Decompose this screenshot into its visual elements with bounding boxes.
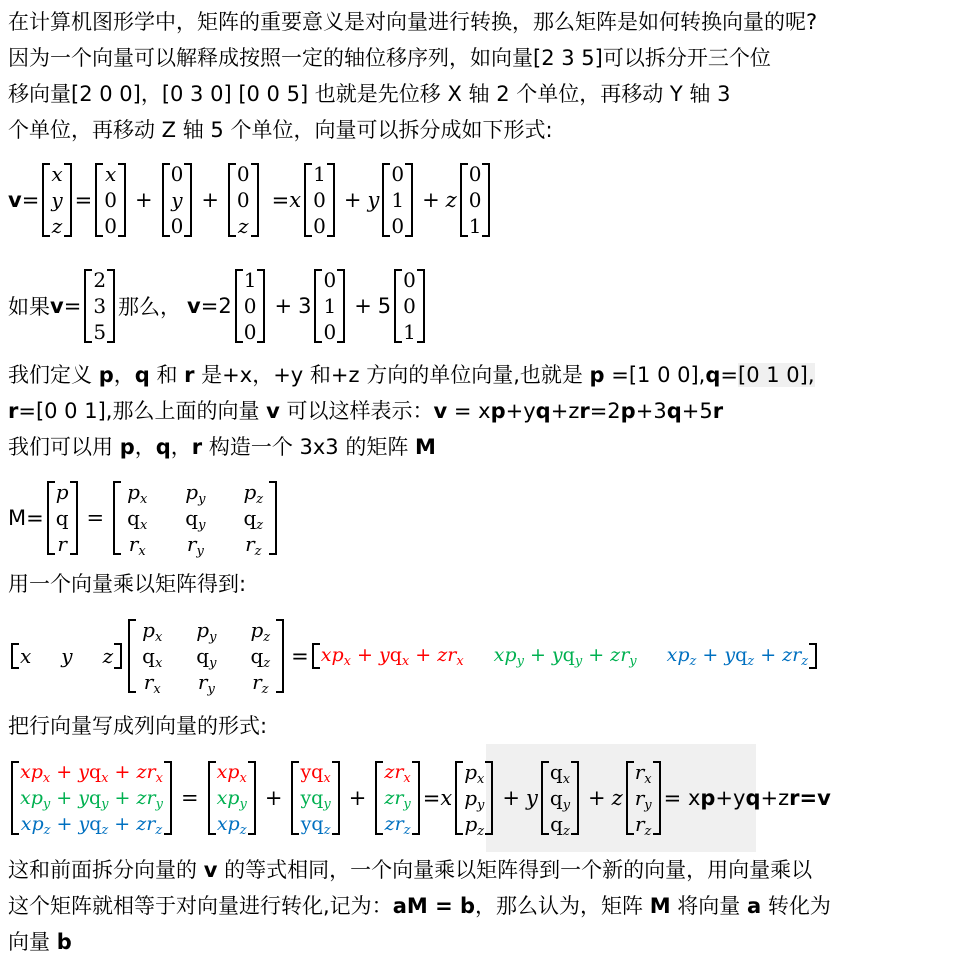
matrix-label: M=	[8, 506, 44, 530]
formula-column-form	[8, 758, 831, 838]
equals-sign: =	[271, 188, 290, 212]
plus-sign: +	[502, 786, 520, 810]
vector-00z: 0 0 z	[228, 161, 259, 239]
matrix-pqr-column: p q r	[47, 479, 78, 557]
result-row-vector	[312, 641, 817, 671]
v-symbol: v	[50, 294, 64, 318]
build-matrix-line: 我们可以用 p，q，r 构造一个 3x3 的矩阵 M	[8, 435, 436, 459]
if-text: 如果	[8, 295, 50, 319]
basis-z: 0 0 1	[394, 267, 425, 345]
intro-line-4: 个单位，再移动 Z 轴 5 个单位，向量可以拆分成如下形式:	[8, 118, 553, 142]
then-text: 那么，	[118, 295, 182, 319]
intro-line-1: 在计算机图形学中，矩阵的重要意义是对向量进行转换，那么矩阵是如何转换向量的呢?	[8, 10, 818, 34]
row-vector-xyz: x y z	[11, 641, 122, 671]
column-yq: $yq_x$ $yq_y$ $yq_z$	[291, 759, 339, 837]
equals-sign: =	[200, 294, 219, 318]
column-r: $r_x$ $r_y$ $r_z$	[626, 759, 661, 837]
plus-sign: +	[422, 188, 440, 212]
result-z-component: $xp_z + yq_z + zr_z$	[666, 643, 809, 669]
vector-235: 2 3 5	[84, 267, 115, 345]
plus-sign: +	[354, 294, 372, 318]
basis-y: 0 1 0	[382, 161, 413, 239]
basis-x: 1 0 0	[304, 161, 335, 239]
column-q: $q_x$ $q_y$ $q_z$	[541, 759, 579, 837]
plus-sign: +	[264, 786, 283, 810]
equals-sign: =	[291, 644, 309, 668]
plus-sign: +	[274, 294, 293, 318]
coef-x: x	[289, 188, 302, 212]
definition-line-1: 我们定义 p，q 和 r 是+x，+y 和+z 方向的单位向量,也就是 p =[1 0 0],q=[0 1 0],	[8, 363, 815, 387]
column-result-vector: $xp_x + yq_x + zr_x$ $xp_y + yq_y + zr_y$ $xp_z + yq_z + zr_z$	[11, 759, 172, 837]
v-symbol: v	[187, 294, 201, 318]
column-p: $p_x$ $p_y$ $p_z$	[455, 759, 493, 837]
coef-3: 3	[298, 294, 312, 318]
coef-z: z	[445, 188, 457, 212]
intro-line-2: 因为一个向量可以解释成按照一定的轴位移序列，如向量[2 3 5]可以拆分开三个位	[8, 46, 771, 70]
coef-5: 5	[377, 294, 392, 318]
formula-matrix-M	[8, 478, 280, 558]
result-y-component: $xp_y + yq_y + zr_y$	[493, 643, 637, 669]
equals-sign: =	[74, 188, 93, 212]
coef-2: 2	[218, 294, 232, 318]
plus-sign: +	[588, 786, 606, 810]
column-form-text: 把行向量写成列向量的形式:	[8, 714, 268, 738]
plus-sign: +	[343, 188, 362, 212]
conclusion-line-3: 向量 b	[8, 930, 72, 954]
equals-sign: =	[21, 188, 40, 212]
formula-vector-decomposition	[8, 160, 493, 240]
formula-example-235	[8, 266, 428, 346]
matrix-3x3: $p_x$ $p_y$ $p_z$ $q_x$ $q_y$ $q_z$ $r_x$ $r_y$ $r_z$	[128, 617, 284, 695]
coef-y: y	[367, 188, 380, 212]
formula-row-vector-product	[8, 616, 820, 696]
basis-y: 0 1 0	[314, 267, 345, 345]
basis-x: 1 0 0	[235, 267, 266, 345]
plus-sign: +	[201, 188, 219, 212]
multiply-text: 用一个向量乘以矩阵得到:	[8, 572, 247, 596]
v-symbol: v	[8, 188, 22, 212]
highlighted-q-vector: [0 1 0],	[738, 363, 815, 387]
coef-z: z	[611, 786, 623, 810]
result-expression: = xp+yq+zr=v	[663, 786, 831, 810]
plus-sign: +	[348, 786, 367, 810]
column-zr: $zr_x$ $zr_y$ $zr_z$	[375, 759, 419, 837]
basis-z: 0 0 1	[460, 161, 491, 239]
equals-sign: =	[86, 506, 105, 530]
vector-0y0: 0 y 0	[162, 161, 193, 239]
coef-y: y	[526, 786, 538, 810]
equals-sign: =	[422, 786, 441, 810]
definition-line-2: r=[0 0 1],那么上面的向量 v 可以这样表示：v = xp+yq+zr=2p+3q+5r	[8, 399, 724, 423]
conclusion-line-2: 这个矩阵就相等于对向量进行转化,记为：aM = b，那么认为，矩阵 M 将向量 a 转化为	[8, 894, 831, 918]
vector-x00: x 0 0	[95, 161, 126, 239]
vector-xyz: x y z	[42, 161, 71, 239]
column-xp: $xp_x$ $xp_y$ $xp_z$	[208, 759, 256, 837]
result-x-component: $xp_x + yq_x + zr_x$	[320, 643, 464, 669]
plus-sign: +	[134, 188, 153, 212]
equals-sign: =	[63, 294, 82, 318]
conclusion-line-1: 这和前面拆分向量的 v 的等式相同，一个向量乘以矩阵得到一个新的向量，用向量乘以	[8, 858, 813, 882]
equals-sign: =	[180, 786, 199, 810]
coef-x: x	[440, 786, 453, 810]
intro-line-3: 移向量[2 0 0]，[0 3 0] [0 0 5] 也就是先位移 X 轴 2 个单位，再移动 Y 轴 3	[8, 82, 731, 106]
matrix-3x3: $p_x$ $p_y$ $p_z$ $q_x$ $q_y$ $q_z$ $r_x$ $r_y$ $r_z$	[113, 479, 277, 557]
